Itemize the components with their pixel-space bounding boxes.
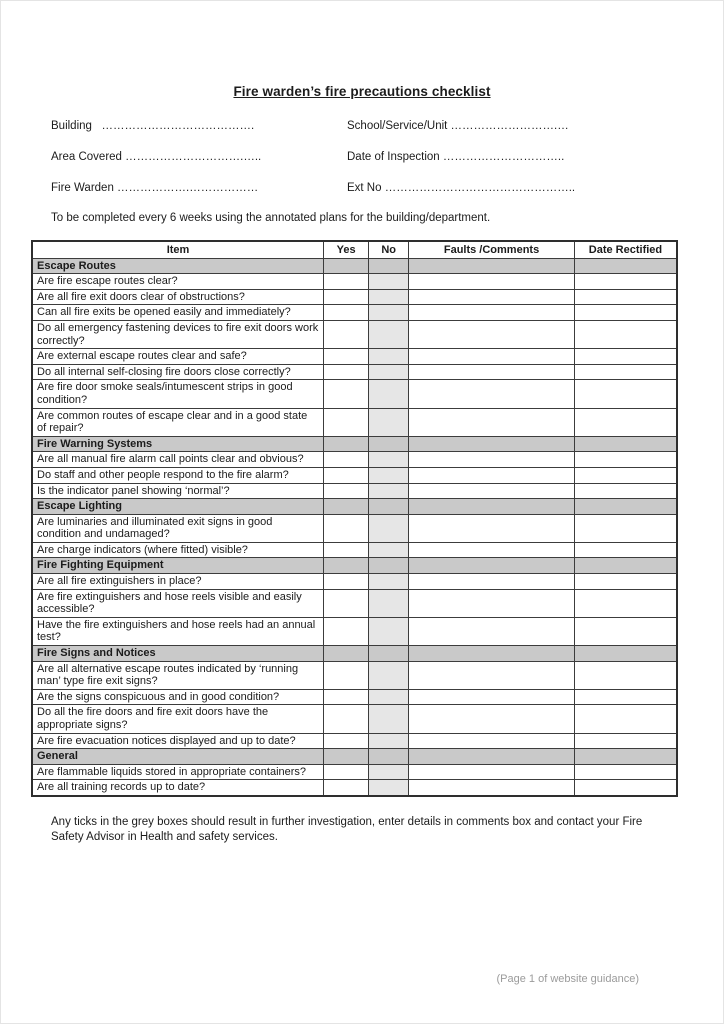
item-question-cell: Can all fire exits be opened easily and immediately? xyxy=(32,305,324,321)
date-rectified-cell xyxy=(574,380,677,408)
faults-comments-cell xyxy=(409,483,575,499)
faults-comments-cell xyxy=(409,705,575,733)
no-cell xyxy=(369,617,409,645)
item-question-cell: Are flammable liquids stored in appropriate containers? xyxy=(32,764,324,780)
header-fields xyxy=(51,120,693,195)
form-field-area-covered: Area Covered ………………………….….. xyxy=(51,151,262,163)
yes-cell xyxy=(324,452,369,468)
checklist-item-row xyxy=(32,364,677,380)
faults-comments-cell xyxy=(409,514,575,542)
item-question-cell: Are fire evacuation notices displayed and up to date? xyxy=(32,733,324,749)
section-yes-cell xyxy=(324,558,369,574)
checklist-item-row xyxy=(32,617,677,645)
section-faults-comments-cell xyxy=(409,258,575,274)
no-cell xyxy=(369,689,409,705)
faults-comments-cell xyxy=(409,780,575,796)
faults-comments-cell xyxy=(409,408,575,436)
date-rectified-cell xyxy=(574,617,677,645)
faults-comments-cell xyxy=(409,617,575,645)
yes-cell xyxy=(324,364,369,380)
section-no-cell xyxy=(369,499,409,515)
yes-cell xyxy=(324,589,369,617)
yes-cell xyxy=(324,514,369,542)
no-cell xyxy=(369,483,409,499)
column-header-faults-comments: Faults /Comments xyxy=(409,241,575,258)
yes-cell xyxy=(324,764,369,780)
checklist-item-row xyxy=(32,514,677,542)
page-footer: (Page 1 of website guidance) xyxy=(496,973,639,985)
checklist-item-row xyxy=(32,780,677,796)
date-rectified-cell xyxy=(574,305,677,321)
yes-cell xyxy=(324,349,369,365)
faults-comments-cell xyxy=(409,661,575,689)
item-question-cell: Are common routes of escape clear and in a good state of repair? xyxy=(32,408,324,436)
section-title: Escape Routes xyxy=(32,258,324,274)
no-cell xyxy=(369,305,409,321)
date-rectified-cell xyxy=(574,589,677,617)
checklist-item-row xyxy=(32,408,677,436)
item-question-cell: Are all fire extinguishers in place? xyxy=(32,574,324,590)
no-cell xyxy=(369,661,409,689)
checklist-item-row xyxy=(32,380,677,408)
page-title: Fire warden’s fire precautions checklist xyxy=(233,84,491,99)
checklist-item-row xyxy=(32,349,677,365)
checklist-item-row xyxy=(32,764,677,780)
checklist-table xyxy=(31,240,678,797)
date-rectified-cell xyxy=(574,764,677,780)
yes-cell xyxy=(324,483,369,499)
checklist-item-row xyxy=(32,589,677,617)
yes-cell xyxy=(324,733,369,749)
section-title: Fire Fighting Equipment xyxy=(32,558,324,574)
yes-cell xyxy=(324,380,369,408)
item-question-cell: Are charge indicators (where fitted) visible? xyxy=(32,542,324,558)
item-question-cell: Do staff and other people respond to the fire alarm? xyxy=(32,467,324,483)
section-date-rectified-cell xyxy=(574,749,677,765)
date-rectified-cell xyxy=(574,514,677,542)
item-question-cell: Have the fire extinguishers and hose reels had an annual test? xyxy=(32,617,324,645)
item-question-cell: Are fire door smoke seals/intumescent strips in good condition? xyxy=(32,380,324,408)
no-cell xyxy=(369,514,409,542)
section-no-cell xyxy=(369,646,409,662)
no-cell xyxy=(369,542,409,558)
section-yes-cell xyxy=(324,646,369,662)
item-question-cell: Are the signs conspicuous and in good condition? xyxy=(32,689,324,705)
no-cell xyxy=(369,574,409,590)
instruction-text: To be completed every 6 weeks using the annotated plans for the building/department. xyxy=(51,212,491,224)
faults-comments-cell xyxy=(409,733,575,749)
section-title: Fire Signs and Notices xyxy=(32,646,324,662)
no-cell xyxy=(369,780,409,796)
checklist-item-row xyxy=(32,305,677,321)
checklist-item-row xyxy=(32,467,677,483)
item-question-cell: Are all training records up to date? xyxy=(32,780,324,796)
item-question-cell: Are external escape routes clear and safe? xyxy=(32,349,324,365)
section-header-row xyxy=(32,436,677,452)
table-body xyxy=(32,258,677,796)
section-no-cell xyxy=(369,436,409,452)
yes-cell xyxy=(324,305,369,321)
faults-comments-cell xyxy=(409,274,575,290)
faults-comments-cell xyxy=(409,574,575,590)
form-field-date-of-inspection: Date of Inspection ………………………….. xyxy=(347,151,565,163)
checklist-item-row xyxy=(32,705,677,733)
section-no-cell xyxy=(369,258,409,274)
date-rectified-cell xyxy=(574,574,677,590)
no-cell xyxy=(369,467,409,483)
form-field-school-service-unit: School/Service/Unit ……………………….… xyxy=(347,120,569,132)
section-date-rectified-cell xyxy=(574,558,677,574)
faults-comments-cell xyxy=(409,380,575,408)
column-header-date-rectified: Date Rectified xyxy=(574,241,677,258)
yes-cell xyxy=(324,705,369,733)
item-question-cell: Are all fire exit doors clear of obstructions? xyxy=(32,289,324,305)
item-question-cell: Is the indicator panel showing ‘normal’? xyxy=(32,483,324,499)
date-rectified-cell xyxy=(574,289,677,305)
item-question-cell: Are fire extinguishers and hose reels visible and easily accessible? xyxy=(32,589,324,617)
no-cell xyxy=(369,705,409,733)
checklist-item-row xyxy=(32,289,677,305)
date-rectified-cell xyxy=(574,467,677,483)
section-header-row xyxy=(32,749,677,765)
section-title: General xyxy=(32,749,324,765)
checklist-item-row xyxy=(32,274,677,290)
section-date-rectified-cell xyxy=(574,258,677,274)
date-rectified-cell xyxy=(574,320,677,348)
faults-comments-cell xyxy=(409,289,575,305)
item-question-cell: Do all the fire doors and fire exit doors have the appropriate signs? xyxy=(32,705,324,733)
no-cell xyxy=(369,589,409,617)
section-faults-comments-cell xyxy=(409,436,575,452)
section-date-rectified-cell xyxy=(574,646,677,662)
date-rectified-cell xyxy=(574,733,677,749)
checklist-item-row xyxy=(32,689,677,705)
column-header-no: No xyxy=(369,241,409,258)
no-cell xyxy=(369,289,409,305)
date-rectified-cell xyxy=(574,689,677,705)
no-cell xyxy=(369,764,409,780)
section-date-rectified-cell xyxy=(574,499,677,515)
yes-cell xyxy=(324,689,369,705)
section-date-rectified-cell xyxy=(574,436,677,452)
section-yes-cell xyxy=(324,436,369,452)
section-faults-comments-cell xyxy=(409,558,575,574)
item-question-cell: Are luminaries and illuminated exit signs in good condition and undamaged? xyxy=(32,514,324,542)
yes-cell xyxy=(324,661,369,689)
faults-comments-cell xyxy=(409,542,575,558)
checklist-item-row xyxy=(32,452,677,468)
item-question-cell: Are all alternative escape routes indicated by ‘running man’ type fire exit signs? xyxy=(32,661,324,689)
section-yes-cell xyxy=(324,258,369,274)
yes-cell xyxy=(324,542,369,558)
form-field-fire-warden: Fire Warden ……………….……………… xyxy=(51,182,259,194)
no-cell xyxy=(369,380,409,408)
yes-cell xyxy=(324,408,369,436)
item-question-cell: Do all internal self-closing fire doors close correctly? xyxy=(32,364,324,380)
checklist-item-row xyxy=(32,661,677,689)
date-rectified-cell xyxy=(574,364,677,380)
table-header-row xyxy=(32,241,677,258)
item-question-cell: Are all manual fire alarm call points clear and obvious? xyxy=(32,452,324,468)
section-yes-cell xyxy=(324,499,369,515)
faults-comments-cell xyxy=(409,467,575,483)
item-question-cell: Are fire escape routes clear? xyxy=(32,274,324,290)
faults-comments-cell xyxy=(409,320,575,348)
yes-cell xyxy=(324,274,369,290)
column-header-item: Item xyxy=(32,241,324,258)
date-rectified-cell xyxy=(574,452,677,468)
yes-cell xyxy=(324,617,369,645)
section-title: Fire Warning Systems xyxy=(32,436,324,452)
section-header-row xyxy=(32,258,677,274)
section-no-cell xyxy=(369,558,409,574)
date-rectified-cell xyxy=(574,274,677,290)
yes-cell xyxy=(324,574,369,590)
column-header-yes: Yes xyxy=(324,241,369,258)
item-question-cell: Do all emergency fastening devices to fire exit doors work correctly? xyxy=(32,320,324,348)
section-no-cell xyxy=(369,749,409,765)
no-cell xyxy=(369,274,409,290)
date-rectified-cell xyxy=(574,408,677,436)
section-faults-comments-cell xyxy=(409,749,575,765)
checklist-item-row xyxy=(32,542,677,558)
faults-comments-cell xyxy=(409,349,575,365)
section-title: Escape Lighting xyxy=(32,499,324,515)
date-rectified-cell xyxy=(574,661,677,689)
no-cell xyxy=(369,320,409,348)
date-rectified-cell xyxy=(574,349,677,365)
date-rectified-cell xyxy=(574,483,677,499)
note-text: Any ticks in the grey boxes should result in further investigation, enter details in comments box and contact your Fire Safety Advisor in Health and safety services. xyxy=(51,815,643,844)
checklist-item-row xyxy=(32,574,677,590)
section-faults-comments-cell xyxy=(409,646,575,662)
faults-comments-cell xyxy=(409,364,575,380)
date-rectified-cell xyxy=(574,780,677,796)
faults-comments-cell xyxy=(409,589,575,617)
faults-comments-cell xyxy=(409,452,575,468)
section-header-row xyxy=(32,646,677,662)
yes-cell xyxy=(324,780,369,796)
yes-cell xyxy=(324,467,369,483)
date-rectified-cell xyxy=(574,542,677,558)
date-rectified-cell xyxy=(574,705,677,733)
faults-comments-cell xyxy=(409,764,575,780)
checklist-item-row xyxy=(32,733,677,749)
section-header-row xyxy=(32,499,677,515)
yes-cell xyxy=(324,289,369,305)
faults-comments-cell xyxy=(409,689,575,705)
no-cell xyxy=(369,733,409,749)
no-cell xyxy=(369,408,409,436)
no-cell xyxy=(369,349,409,365)
no-cell xyxy=(369,364,409,380)
form-field-building: Building …………………………………. xyxy=(51,120,255,132)
yes-cell xyxy=(324,320,369,348)
no-cell xyxy=(369,452,409,468)
section-yes-cell xyxy=(324,749,369,765)
checklist-item-row xyxy=(32,320,677,348)
section-faults-comments-cell xyxy=(409,499,575,515)
checklist-item-row xyxy=(32,483,677,499)
form-field-ext-no: Ext No ………………………………………….. xyxy=(347,182,576,194)
section-header-row xyxy=(32,558,677,574)
faults-comments-cell xyxy=(409,305,575,321)
